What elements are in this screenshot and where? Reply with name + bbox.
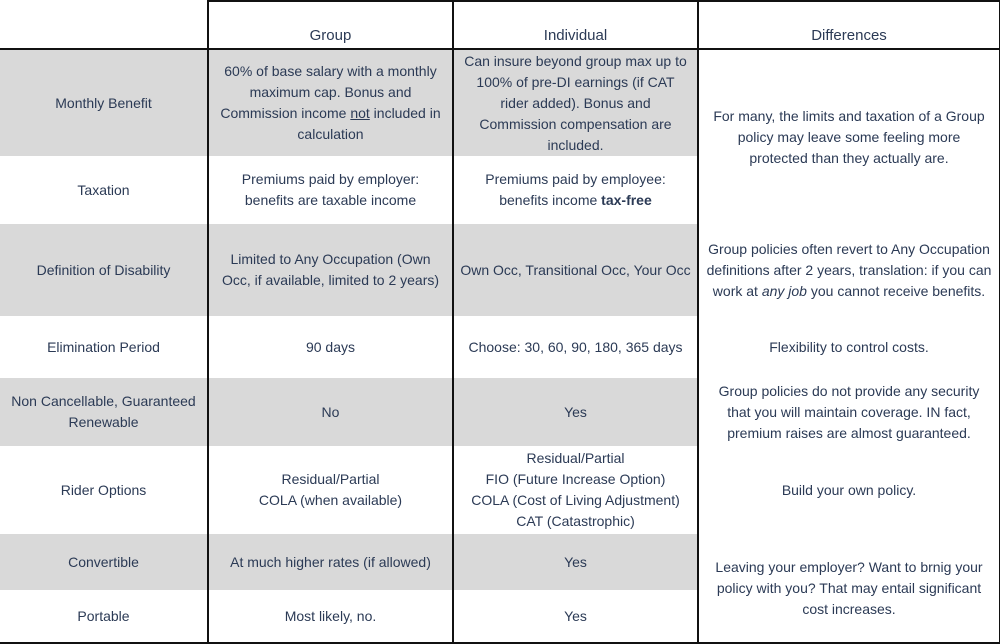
- cell-line: Residual/Partial: [526, 450, 625, 466]
- cell-line: Can insure beyond group max up to: [464, 52, 687, 69]
- group-cell: [208, 316, 453, 378]
- differences-cell: [698, 224, 1000, 316]
- row-label: Monthly Benefit: [0, 49, 208, 156]
- cell-line: Flexibility to control costs.: [769, 338, 929, 355]
- individual-cell: [453, 534, 698, 590]
- cell-line: Residual/Partial: [281, 471, 380, 487]
- group-cell: [208, 156, 453, 224]
- differences-cell: [698, 316, 1000, 378]
- cell-line: Own Occ, Transitional Occ, Your Occ: [460, 261, 691, 278]
- header-row: [0, 1, 1000, 49]
- italic-text: any job: [761, 282, 807, 299]
- cell-line: protected than they actually are.: [749, 149, 949, 166]
- cell-line: that you will maintain coverage. IN fact,: [727, 403, 971, 420]
- row-label: Elimination Period: [0, 316, 208, 378]
- cell-line: maximum cap. Bonus and: [249, 84, 412, 100]
- individual-cell: [453, 446, 698, 534]
- cell-line: COLA (when available): [258, 492, 403, 508]
- cell-line: Commission compensation are: [479, 115, 672, 132]
- group-cell: [208, 378, 453, 446]
- row-label: Convertible: [0, 534, 208, 590]
- row-label: Portable: [0, 590, 208, 643]
- cell-line: benefits are taxable income: [244, 192, 417, 208]
- cell-line: policy may leave some feeling more: [737, 128, 961, 145]
- differences-cell: [698, 446, 1000, 534]
- cell-line: 90 days: [305, 338, 356, 355]
- group-cell: [208, 446, 453, 534]
- cell-line: Non Cancellable, Guaranteed: [11, 393, 196, 409]
- cell-line: [457, 190, 694, 211]
- table-row: [0, 378, 1000, 446]
- group-cell: [208, 49, 453, 156]
- cell-text: included in: [369, 105, 441, 121]
- header-blank: [0, 1, 208, 49]
- cell-text: Commission income: [220, 105, 351, 121]
- row-label: Definition of Disability: [0, 224, 208, 316]
- cell-line: cost increases.: [802, 600, 896, 617]
- differences-cell: [698, 534, 1000, 643]
- underlined-text: not: [350, 105, 370, 121]
- table-row: [0, 316, 1000, 378]
- row-label: [0, 378, 208, 446]
- table-row: [0, 446, 1000, 534]
- cell-line: Choose: 30, 60, 90, 180, 365 days: [468, 338, 683, 355]
- cell-line: Group policies often revert to Any Occupation: [708, 240, 990, 257]
- cell-line: included.: [547, 136, 604, 153]
- cell-text: benefits income: [499, 192, 602, 208]
- cell-line: Renewable: [68, 414, 139, 430]
- individual-cell: [453, 316, 698, 378]
- table-row: [0, 224, 1000, 316]
- cell-line: No: [321, 403, 340, 420]
- table-row: [0, 534, 1000, 590]
- cell-line: Limited to Any Occupation (Own: [230, 251, 431, 267]
- cell-line: Yes: [564, 607, 587, 624]
- cell-line: [702, 281, 996, 302]
- table-row: [0, 49, 1000, 156]
- cell-text: work at: [712, 282, 762, 299]
- cell-line: FIO (Future Increase Option): [485, 471, 666, 487]
- cell-line: Build your own policy.: [781, 481, 917, 498]
- cell-line: premium raises are almost guaranteed.: [727, 424, 971, 441]
- header-differences: Differences: [698, 1, 1000, 49]
- differences-cell: [698, 49, 1000, 224]
- cell-line: CAT (Catastrophic): [516, 513, 635, 529]
- cell-line: Yes: [564, 553, 587, 570]
- bold-text: tax-free: [601, 192, 652, 208]
- header-individual: Individual: [453, 1, 698, 49]
- cell-text: you cannot receive benefits.: [806, 282, 986, 299]
- cell-line: Yes: [564, 403, 587, 420]
- cell-line: Group policies do not provide any security: [718, 382, 980, 399]
- differences-cell: [698, 378, 1000, 446]
- cell-line: Most likely, no.: [284, 607, 377, 624]
- cell-line: Premiums paid by employee:: [485, 171, 666, 187]
- cell-line: [212, 103, 449, 124]
- header-group: Group: [208, 1, 453, 49]
- individual-cell: [453, 378, 698, 446]
- row-label: Rider Options: [0, 446, 208, 534]
- group-cell: [208, 224, 453, 316]
- cell-line: calculation: [297, 126, 364, 142]
- cell-line: COLA (Cost of Living Adjustment): [471, 492, 680, 508]
- cell-line: Premiums paid by employer:: [241, 171, 420, 187]
- cell-line: definitions after 2 years, translation: if you can: [706, 261, 992, 278]
- group-cell: [208, 590, 453, 643]
- cell-line: policy with you? That may entail significant: [716, 579, 982, 596]
- row-label: Taxation: [0, 156, 208, 224]
- cell-line: 100% of pre-DI earnings (if CAT: [476, 73, 675, 90]
- cell-line: Occ, if available, limited to 2 years): [221, 272, 440, 288]
- cell-line: For many, the limits and taxation of a Group: [713, 107, 985, 124]
- cell-line: Leaving your employer? Want to brnig your: [715, 558, 983, 575]
- cell-line: 60% of base salary with a monthly: [224, 63, 437, 79]
- individual-cell: [453, 49, 698, 156]
- individual-cell: [453, 156, 698, 224]
- cell-line: rider added). Bonus and: [500, 94, 651, 111]
- cell-line: At much higher rates (if allowed): [230, 553, 431, 570]
- group-cell: [208, 534, 453, 590]
- individual-cell: [453, 590, 698, 643]
- individual-cell: [453, 224, 698, 316]
